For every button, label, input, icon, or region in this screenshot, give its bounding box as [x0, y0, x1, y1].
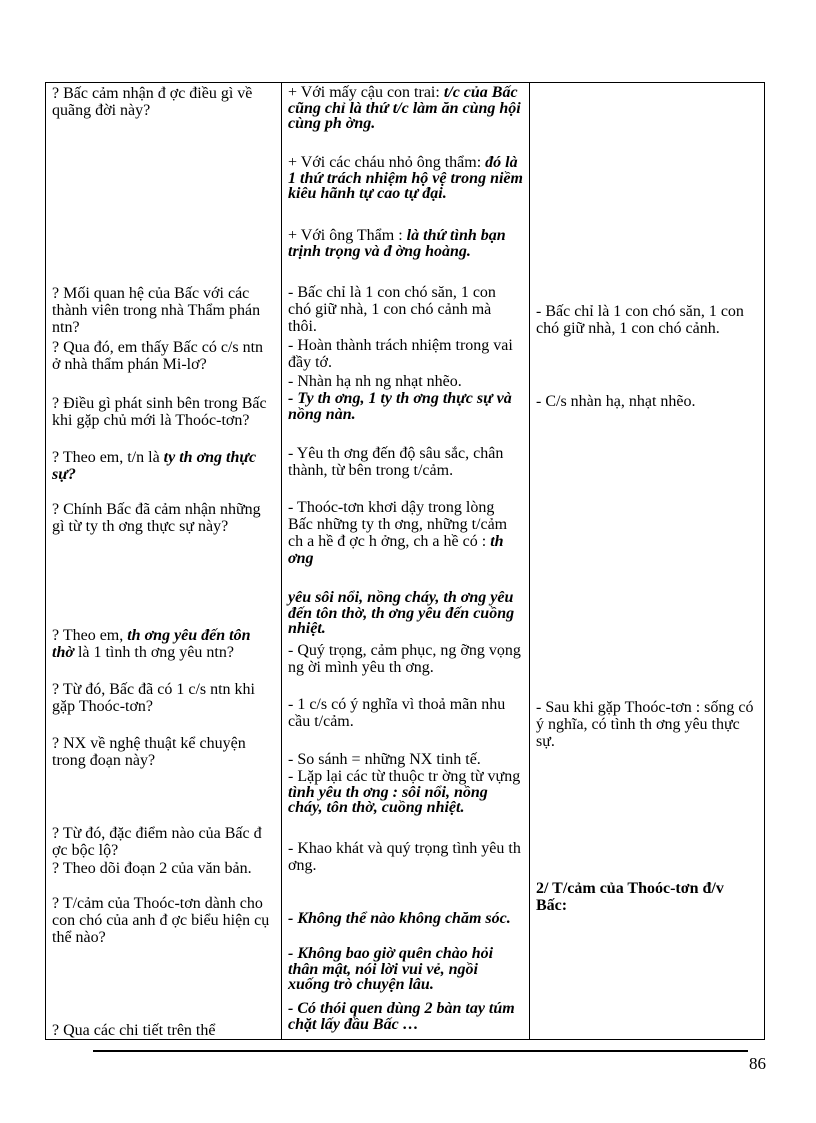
answer-item — [288, 228, 523, 259]
answer-emphasis: yêu sôi nổi, nồng cháy, th ơng yêu đến tôn thờ, th ơng yêu đến cuồng nhiệt. — [288, 589, 515, 637]
question-text: ? Qua đó, em thấy Bấc có c/s ntn ở nhà thẩm phán Mi-lơ? — [52, 339, 264, 373]
answer-emphasis: - Không thể nào không chăm sóc. — [288, 910, 511, 927]
answer-item — [288, 391, 523, 422]
question-item — [52, 735, 275, 769]
question-item — [52, 1022, 275, 1039]
answer-emphasis: tình yêu th ơng : sôi nổi, nồng cháy, tôn thờ, cuồng nhiệt. — [288, 783, 488, 816]
answer-text: - Bấc chỉ là 1 con chó săn, 1 con chó giữ nhà, 1 con chó cảnh mà thôi. — [288, 284, 496, 335]
summary-item — [536, 303, 758, 337]
answer-text: + Với mấy cậu con trai: — [288, 84, 444, 101]
answer-item — [288, 155, 523, 202]
summary-text: - C/s nhàn hạ, nhạt nhẽo. — [536, 393, 696, 410]
summary-item — [536, 393, 758, 410]
question-item — [52, 85, 275, 119]
lesson-table — [45, 82, 765, 1040]
question-item — [52, 449, 275, 483]
answer-item — [288, 499, 523, 567]
answer-item — [288, 946, 523, 993]
question-text: ? Bấc cảm nhận đ ợc điều gì về quãng đời này? — [52, 85, 253, 119]
answer-text: - 1 c/s có ý nghĩa vì thoả mãn nhu cầu t/cảm. — [288, 696, 506, 730]
answer-emphasis: th ơng — [288, 533, 504, 567]
answer-item — [288, 751, 523, 768]
answer-emphasis: t/c của Bấc cũng chỉ là thứ t/c làm ăn cùng hội cùng ph ờng. — [288, 84, 521, 132]
question-emphasis: th ơng yêu đến tôn thờ — [52, 627, 251, 661]
answer-item — [288, 85, 523, 132]
answer-item — [288, 284, 523, 335]
question-text: ? Từ đó, Bấc đã có 1 c/s ntn khi gặp Thoóc-tơn? — [52, 681, 255, 715]
summary-column — [530, 83, 765, 1040]
answer-text: - Quý trọng, cảm phục, ng ỡng vọng ng ời mình yêu th ơng. — [288, 642, 521, 676]
question-text: ? Qua các chi tiết trên thể — [52, 1022, 216, 1039]
answer-item — [288, 445, 523, 479]
table-row — [46, 83, 765, 1040]
summary-item — [536, 699, 758, 750]
question-text: ? NX về nghệ thuật kể chuyện trong đoạn này? — [52, 735, 246, 769]
question-item — [52, 627, 275, 661]
questions-column — [46, 83, 282, 1040]
question-item — [52, 681, 275, 715]
question-item — [52, 395, 275, 429]
page-number: 86 — [749, 1054, 766, 1073]
question-text: ? Từ đó, đặc điểm nào của Bấc đ ợc bộc lộ? — [52, 825, 262, 859]
question-text: ? Mối quan hệ của Bấc với các thành viên trong nhà Thẩm phán ntn? — [52, 285, 261, 336]
question-item — [52, 339, 275, 373]
summary-text: - Sau khi gặp Thoóc-tơn : sống có ý nghĩa, có tình th ơng yêu thực sự. — [536, 699, 754, 750]
answer-item — [288, 840, 523, 874]
question-item — [52, 895, 275, 946]
section-heading — [536, 880, 758, 914]
question-text: là 1 tình th ơng yêu ntn? — [73, 644, 234, 661]
answer-item — [288, 769, 523, 816]
answer-emphasis: - Ty th ơng, 1 ty th ơng thực sự và nồng nàn. — [288, 390, 512, 423]
answer-item — [288, 911, 523, 927]
question-text: ? Theo em, — [52, 627, 128, 644]
question-text: ? T/cảm của Thoóc-tơn dành cho con chó của anh đ ợc biểu hiện cụ thể nào? — [52, 895, 270, 946]
question-text: ? Theo em, t/n là — [52, 449, 164, 466]
question-text: ? Theo dõi đoạn 2 của văn bản. — [52, 860, 252, 877]
question-text: ? Điều gì phát sinh bên trong Bấc khi gặp chủ mới là Thoóc-tơn? — [52, 395, 267, 429]
answer-item — [288, 642, 523, 676]
answer-emphasis: - Có thói quen dùng 2 bàn tay túm chặt lấy đầu Bấc … — [288, 1000, 515, 1033]
answer-emphasis: đó là 1 thứ trách nhiệm hộ vệ trong niềm kiêu hãnh tự cao tự đại. — [288, 154, 523, 202]
question-item — [52, 825, 275, 859]
summary-text: - Bấc chỉ là 1 con chó săn, 1 con chó giữ nhà, 1 con chó cảnh. — [536, 303, 744, 337]
answer-emphasis: là thứ tình bạn trịnh trọng và đ ờng hoàng. — [288, 227, 506, 260]
answer-emphasis: - Không bao giờ quên chào hỏi thân mật, nói lời vui vẻ, ngồi xuống trò chuyện lâu. — [288, 945, 494, 993]
answer-text: - Nhàn hạ nh ng nhạt nhẽo. — [288, 373, 462, 390]
answer-text: + Với các cháu nhỏ ông thẩm: — [288, 154, 486, 171]
section-heading-text: 2/ T/cảm của Thoóc-tơn đ/v Bấc: — [536, 880, 724, 914]
question-item — [52, 285, 275, 336]
answer-text: - Lặp lại các từ thuộc tr ờng từ vựng — [288, 768, 521, 785]
answers-column — [282, 83, 530, 1040]
question-text: ? Chính Bấc đã cảm nhận những gì từ ty th ơng thực sự này? — [52, 501, 261, 535]
answer-item — [288, 696, 523, 730]
answer-item — [288, 337, 523, 371]
question-item — [52, 860, 275, 877]
question-item — [52, 501, 275, 535]
answer-text: + Với ông Thẩm : — [288, 227, 407, 244]
answer-text: - Hoàn thành trách nhiệm trong vai đầy tớ. — [288, 337, 513, 371]
answer-text: - Khao khát và quý trọng tình yêu th ơng. — [288, 840, 521, 874]
answer-item — [288, 590, 523, 637]
answer-text: - Thoóc-tơn khơi dậy trong lòng Bấc những ty th ơng, những t/cảm ch a hề đ ợc h ởng, ch a hề có : — [288, 499, 508, 550]
answer-text: - So sánh = những NX tinh tế. — [288, 751, 481, 768]
answer-item — [288, 1001, 523, 1032]
footer-rule — [93, 1050, 748, 1052]
question-emphasis: ty th ơng thực sự? — [52, 449, 257, 483]
answer-item — [288, 373, 523, 390]
answer-text: - Yêu th ơng đến độ sâu sắc, chân thành, từ bên trong t/cảm. — [288, 445, 504, 479]
